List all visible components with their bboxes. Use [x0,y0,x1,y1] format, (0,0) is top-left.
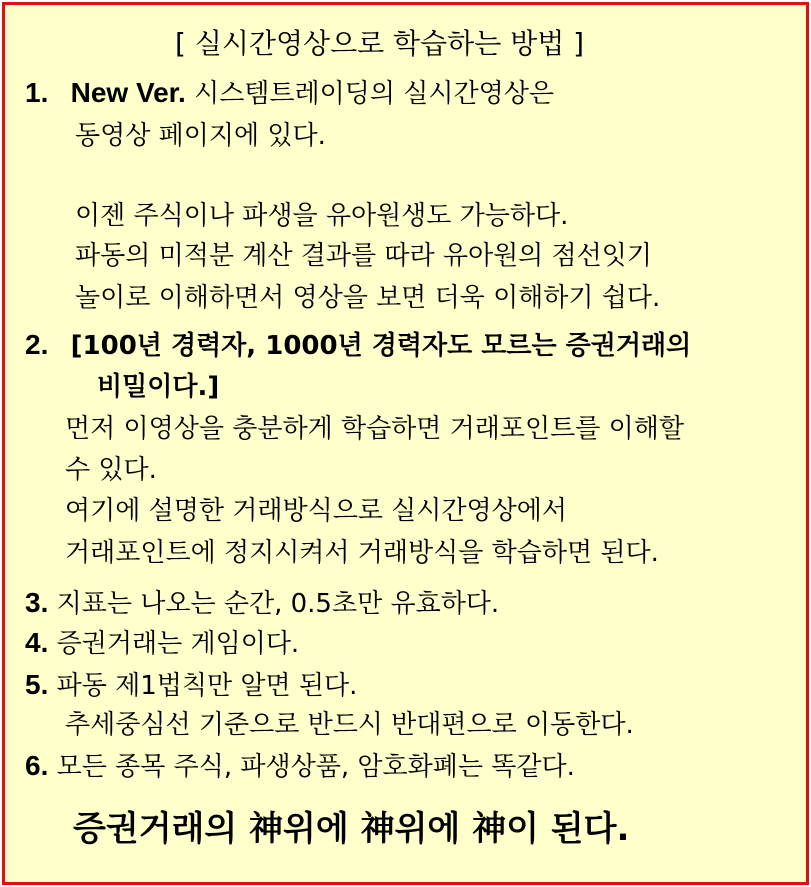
item-4-number: 4. [25,627,49,658]
item-4-text: 증권거래는 게임이다. [56,629,300,659]
item-4 [25,627,299,660]
item-2-line-2: 비밀이다.] [97,372,220,402]
item-1-version: New Ver. [70,77,186,108]
item-1-line-1 [25,77,554,110]
item-1-line-4: 파동의 미적분 계산 결과를 따라 유아원의 점선잇기 [75,241,653,271]
item-2-line-1 [25,329,691,362]
item-1-line-3: 이젠 주식이나 파생을 유아원생도 가능하다. [75,201,569,231]
item-6 [25,750,575,783]
item-2-line-3: 먼저 이영상을 충분하게 학습하면 거래포인트를 이해할 [65,414,684,444]
item-2-number: 2. [25,329,49,360]
item-5-text: 파동 제1법칙만 알면 된다. [56,671,358,701]
item-2-line-4: 수 있다. [65,455,157,485]
item-5 [25,669,357,702]
item-6-number: 6. [25,750,49,781]
item-2-line-5: 여기에 설명한 거래방식으로 실시간영상에서 [65,496,567,526]
item-1-line-5: 놀이로 이해하면서 영상을 보면 더욱 이해하기 쉽다. [75,283,661,313]
item-3-number: 3. [25,587,49,618]
item-2-line-6: 거래포인트에 정지시켜서 거래방식을 학습하면 된다. [65,538,659,568]
item-1-line-1-text: 시스템트레이딩의 실시간영상은 [185,79,554,109]
page-title: [ 실시간영상으로 학습하는 방법 ] [175,27,585,60]
document-frame [2,2,809,885]
item-6-text: 모든 종목 주식, 파생상품, 암호화폐는 똑같다. [56,752,575,782]
item-3-text: 지표는 나오는 순간, 0.5초만 유효하다. [56,589,500,619]
item-5-number: 5. [25,669,49,700]
footer-slogan: 증권거래의 神위에 神위에 神이 된다. [73,809,630,849]
item-3 [25,587,499,620]
item-1-number: 1. [25,77,49,108]
item-1-line-2: 동영상 페이지에 있다. [75,121,326,151]
item-5-line-2: 추세중심선 기준으로 반드시 반대편으로 이동한다. [65,710,634,740]
item-2-line-1-text: [100년 경력자, 1000년 경력자도 모르는 증권거래의 [70,331,692,361]
